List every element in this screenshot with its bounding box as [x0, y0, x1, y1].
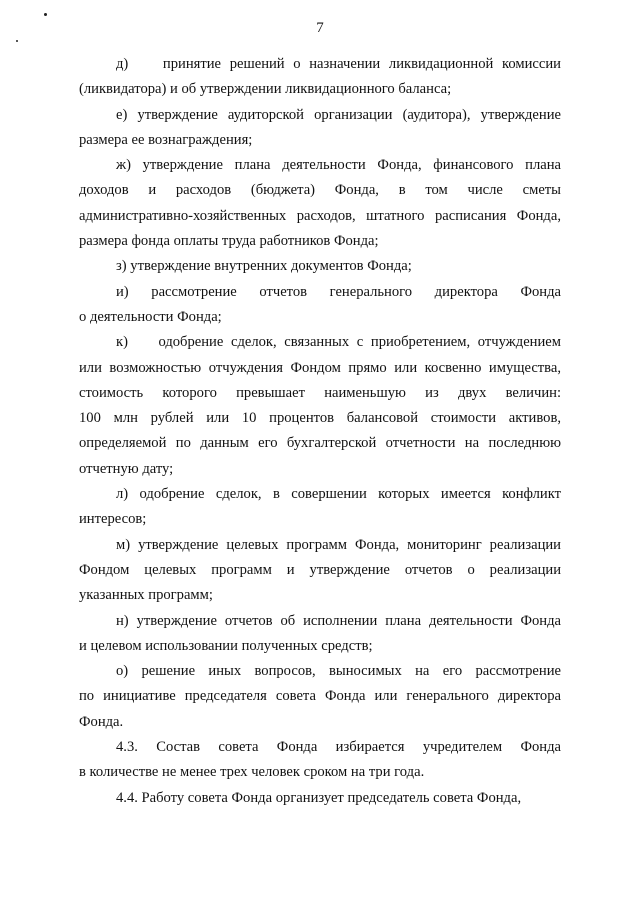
- paragraph-line: размера ее вознаграждения;: [79, 131, 253, 148]
- paragraph-line: размера фонда оплаты труда работников Фонда;: [79, 233, 379, 250]
- paragraph-line: к) одобрение сделок, связанных с приобретением, отчуждением: [116, 334, 561, 351]
- page-number: 7: [316, 20, 324, 36]
- paragraph-line: 100 млн рублей или 10 процентов балансовой стоимости активов,: [79, 410, 561, 427]
- paragraph-line: е) утверждение аудиторской организации (аудитора), утверждение: [116, 106, 561, 123]
- paragraph-n: [79, 609, 561, 660]
- paragraph-4_4: [79, 786, 561, 811]
- paragraph-4_3: [79, 735, 561, 786]
- paragraph-line: о деятельности Фонда;: [79, 308, 222, 325]
- paragraph-zh: [79, 153, 561, 254]
- paragraph-line: доходов и расходов (бюджета) Фонда, в том числе сметы: [79, 182, 561, 199]
- scan-speck: [16, 40, 18, 42]
- paragraph-z: [79, 254, 561, 279]
- paragraph-line: по инициативе председателя совета Фонда или генерального директора: [79, 688, 561, 705]
- paragraph-d: [79, 52, 561, 103]
- paragraph-m: [79, 533, 561, 609]
- paragraph-line: стоимость которого превышает наименьшую из двух величин:: [79, 384, 561, 401]
- paragraph-e: [79, 103, 561, 154]
- paragraph-line: Фондом целевых программ и утверждение отчетов о реализации: [79, 561, 561, 578]
- paragraph-line: и) рассмотрение отчетов генерального директора Фонда: [116, 283, 561, 300]
- paragraph-l: [79, 482, 561, 533]
- paragraph-line: д) принятие решений о назначении ликвидационной комиссии: [116, 56, 561, 72]
- paragraph-line: интересов;: [79, 511, 147, 528]
- paragraph-line: определяемой по данным его бухгалтерской отчетности на последнюю: [79, 435, 561, 452]
- paragraph-line: или возможностью отчуждения Фондом прямо или косвенно имущества,: [79, 359, 561, 376]
- paragraph-line: 4.3. Состав совета Фонда избирается учредителем Фонда: [116, 739, 561, 756]
- paragraph-line: 4.4. Работу совета Фонда организует председатель совета Фонда,: [116, 789, 522, 806]
- paragraph-line: л) одобрение сделок, в совершении которых имеется конфликт: [116, 486, 561, 503]
- paragraph-line: м) утверждение целевых программ Фонда, мониторинг реализации: [116, 536, 561, 553]
- scan-speck: [44, 13, 47, 16]
- paragraph-k: [79, 330, 561, 482]
- paragraph-line: указанных программ;: [79, 587, 213, 604]
- paragraph-line: з) утверждение внутренних документов Фонда;: [116, 258, 412, 275]
- paragraph-o: [79, 659, 561, 735]
- paragraph-line: (ликвидатора) и об утверждении ликвидационного баланса;: [79, 81, 452, 98]
- paragraph-line: в количестве не менее трех человек сроком на три года.: [79, 764, 425, 781]
- paragraph-line: ж) утверждение плана деятельности Фонда, финансового плана: [116, 157, 561, 174]
- paragraph-line: отчетную дату;: [79, 460, 174, 477]
- paragraph-line: административно-хозяйственных расходов, штатного расписания Фонда,: [79, 207, 561, 224]
- document-body: [79, 52, 561, 811]
- paragraph-line: н) утверждение отчетов об исполнении плана деятельности Фонда: [116, 612, 561, 629]
- paragraph-line: и целевом использовании полученных средств;: [79, 637, 373, 654]
- paragraph-line: о) решение иных вопросов, выносимых на его рассмотрение: [116, 663, 561, 680]
- paragraph-line: Фонда.: [79, 713, 124, 730]
- paragraph-i: [79, 280, 561, 331]
